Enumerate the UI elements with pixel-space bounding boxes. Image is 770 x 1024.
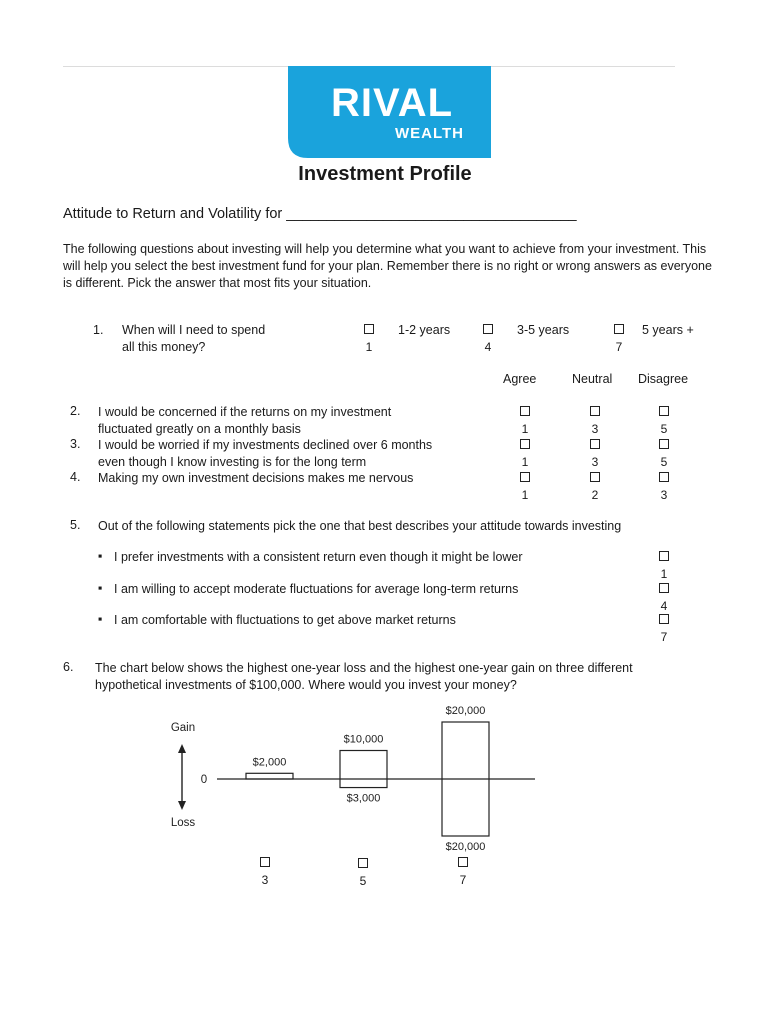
loss-value-label-2: $3,000 <box>346 792 381 805</box>
bullet: ▪ <box>98 612 103 626</box>
q2-disagree[interactable]: 5 <box>644 405 684 436</box>
checkbox[interactable] <box>458 857 468 867</box>
scale-neutral: Neutral <box>572 372 613 386</box>
q1-text: When will I need to spend all this money? <box>122 323 266 354</box>
q2-agree[interactable]: 1 <box>505 405 545 436</box>
q2-number: 2. <box>70 404 81 418</box>
q1-number: 1. <box>93 323 104 337</box>
page-title: Investment Profile <box>298 163 472 185</box>
subtitle: Attitude to Return and Volatility for ____________________________________ <box>63 206 577 222</box>
q5-option-3-text: I am comfortable with fluctuations to get above market returns <box>114 613 456 627</box>
intro-paragraph: The following questions about investing will help you determine what you want to achieve from your investment. This will help you select the best investment fund for your plan. Remember there is no right or wrong answers as everyone is different. Pick the answer that most fits your situation. <box>63 242 712 290</box>
q6-option-2[interactable]: 5 <box>343 857 383 888</box>
q4-text: Making my own investment decisions makes me nervous <box>98 471 414 485</box>
q1-option-3-label: 5 years + <box>642 323 694 337</box>
q5-number: 5. <box>70 518 81 532</box>
zero-label: 0 <box>200 774 208 786</box>
gain-value-label-3: $20,000 <box>445 705 486 717</box>
q3-text: I would be worried if my investments declined over 6 months even though I know investing is for the long term <box>98 438 433 469</box>
q1-option-2-label: 3-5 years <box>517 323 570 337</box>
q4-agree[interactable]: 1 <box>505 471 545 502</box>
bar-2 <box>340 751 387 788</box>
bullet: ▪ <box>98 549 103 563</box>
svg-text:RIVAL: RIVAL <box>330 81 454 125</box>
arrow-down-head <box>178 801 186 810</box>
q5-option-2-text: I am willing to accept moderate fluctuations for average long-term returns <box>114 582 519 596</box>
q5-option-2[interactable]: 4 <box>644 582 684 613</box>
loss-label: Loss <box>170 817 196 829</box>
q5-option-3[interactable]: 7 <box>644 613 684 644</box>
svg-text:WEALTH: WEALTH <box>394 125 464 142</box>
q3-agree[interactable]: 1 <box>505 438 545 469</box>
q3-disagree[interactable]: 5 <box>644 438 684 469</box>
q1-option-3[interactable]: 7 <box>599 323 639 354</box>
q5-option-1-text: I prefer investments with a consistent return even though it might be lower <box>114 550 523 564</box>
q4-number: 4. <box>70 470 81 484</box>
checkbox[interactable] <box>260 857 270 867</box>
scale-agree: Agree <box>503 372 537 386</box>
loss-value-label-3: $20,000 <box>445 841 486 853</box>
bar-1 <box>246 773 293 779</box>
gain-value-label-2: $10,000 <box>343 733 384 746</box>
checkbox[interactable] <box>358 858 368 868</box>
q5-text: Out of the following statements pick the one that best describes your attitude towards investing <box>98 519 622 533</box>
q4-disagree[interactable]: 3 <box>644 471 684 502</box>
q6-option-3[interactable]: 7 <box>443 856 483 887</box>
q1-option-1-label: 1-2 years <box>398 323 451 337</box>
q4-neutral[interactable]: 2 <box>575 471 615 502</box>
q6-text: The chart below shows the highest one-year loss and the highest one-year gain on three different hypothetical investments of $100,000. Where would you invest your money? <box>95 661 633 692</box>
q1-option-2[interactable]: 4 <box>468 323 508 354</box>
bullet: ▪ <box>98 581 103 595</box>
q6-option-1[interactable]: 3 <box>245 856 285 887</box>
arrow-up-head <box>178 744 186 753</box>
q5-option-1[interactable]: 1 <box>644 550 684 581</box>
gain-value-label-1: $2,000 <box>252 756 287 769</box>
gain-label: Gain <box>170 722 196 734</box>
scale-disagree: Disagree <box>638 372 689 386</box>
q1-option-1[interactable]: 1 <box>349 323 389 354</box>
q6-number: 6. <box>63 660 74 674</box>
q2-neutral[interactable]: 3 <box>575 405 615 436</box>
q2-text: I would be concerned if the returns on my investment fluctuated greatly on a monthly basis <box>98 405 392 436</box>
q3-number: 3. <box>70 437 81 451</box>
q3-neutral[interactable]: 3 <box>575 438 615 469</box>
